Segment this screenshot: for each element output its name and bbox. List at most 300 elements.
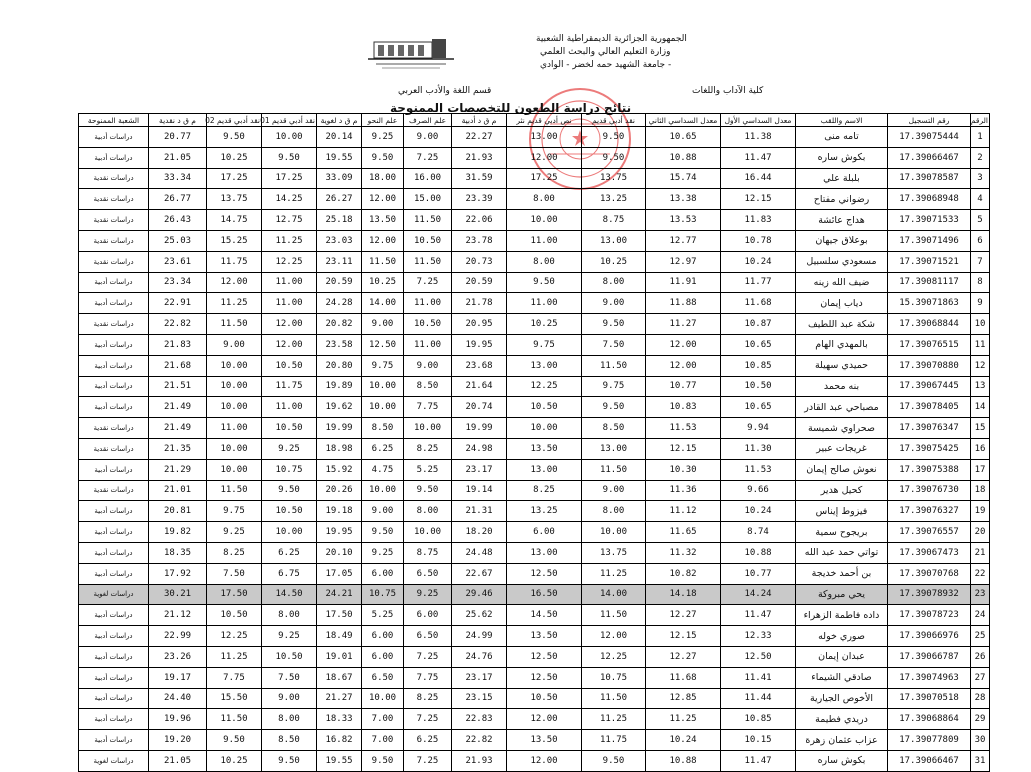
table-cell: 11.53 [646, 418, 721, 439]
table-cell: 22.91 [149, 293, 207, 314]
table-cell: 10.25 [207, 147, 262, 168]
table-cell: 9.50 [582, 127, 646, 148]
table-cell: 7.00 [362, 730, 404, 751]
table-cell: 21.01 [149, 480, 207, 501]
table-cell: 22.67 [452, 563, 507, 584]
table-cell: 6.00 [507, 522, 582, 543]
table-cell: 2 [971, 147, 990, 168]
table-cell: 13.25 [582, 189, 646, 210]
column-header: نص أدبي قديم نثر [507, 114, 582, 127]
table-cell: 11.44 [721, 688, 796, 709]
table-cell: 9.00 [404, 127, 452, 148]
table-cell: 13.25 [507, 501, 582, 522]
table-cell: 17.39078932 [888, 584, 971, 605]
table-cell: 24.28 [317, 293, 362, 314]
table-cell: 21.93 [452, 147, 507, 168]
table-cell: 17.39071533 [888, 210, 971, 231]
table-cell: 10.15 [721, 730, 796, 751]
table-cell: 10.00 [404, 522, 452, 543]
table-cell: 9.00 [262, 688, 317, 709]
table-cell: 11.50 [582, 605, 646, 626]
table-cell: 12.25 [262, 251, 317, 272]
table-cell: 11.83 [721, 210, 796, 231]
table-cell: 8.00 [262, 709, 317, 730]
table-cell: بن أحمد خديجة [796, 563, 888, 584]
table-cell: 11.36 [646, 480, 721, 501]
table-cell: 6.00 [362, 626, 404, 647]
table-cell: 12.00 [646, 334, 721, 355]
table-cell: 19.96 [149, 709, 207, 730]
table-cell: 21.29 [149, 459, 207, 480]
table-cell: 10.25 [582, 251, 646, 272]
table-cell: 17.39076557 [888, 522, 971, 543]
table-cell: 20.14 [317, 127, 362, 148]
table-cell: 6.25 [262, 542, 317, 563]
table-cell: 10.00 [404, 418, 452, 439]
table-cell: 13.50 [362, 210, 404, 231]
table-cell: 10 [971, 314, 990, 335]
table-cell: 17.39068844 [888, 314, 971, 335]
table-cell: 10.50 [262, 355, 317, 376]
table-cell: 5.25 [362, 605, 404, 626]
table-cell: 7.25 [404, 147, 452, 168]
table-cell: 10.65 [721, 334, 796, 355]
table-cell: 7.75 [404, 667, 452, 688]
table-cell: 7.75 [207, 667, 262, 688]
header-ministry: وزارة التعليم العالي والبحث العلمي [540, 47, 671, 57]
table-cell: 21.78 [452, 293, 507, 314]
table-cell: 19.14 [452, 480, 507, 501]
table-cell: 10.24 [721, 251, 796, 272]
table-cell: 13.00 [507, 542, 582, 563]
table-cell: 12.25 [507, 376, 582, 397]
table-cell: 11.25 [207, 293, 262, 314]
table-cell: 18.67 [317, 667, 362, 688]
table-cell: 21.35 [149, 438, 207, 459]
table-cell: 15 [971, 418, 990, 439]
table-cell: 9.50 [582, 314, 646, 335]
table-cell: 11.75 [207, 251, 262, 272]
table-cell: هداج عائشة [796, 210, 888, 231]
table-row [79, 230, 990, 251]
table-cell: صادقي الشيماء [796, 667, 888, 688]
table-cell: 6 [971, 230, 990, 251]
table-cell: 19.55 [317, 750, 362, 771]
table-cell: 10.88 [721, 542, 796, 563]
header-department: قسم اللغة والأدب العربي [398, 86, 492, 96]
table-cell: 12.27 [646, 646, 721, 667]
table-cell: دراسات أدبية [79, 272, 149, 293]
table-row [79, 667, 990, 688]
table-cell: 7.50 [582, 334, 646, 355]
table-cell: صوري خوله [796, 626, 888, 647]
table-cell: 9.66 [721, 480, 796, 501]
table-cell: 9.50 [404, 480, 452, 501]
table-cell: 11.50 [207, 709, 262, 730]
table-cell: 17.39078587 [888, 168, 971, 189]
table-cell: 16.50 [507, 584, 582, 605]
table-cell: 8.74 [721, 522, 796, 543]
table-cell: 10.00 [207, 376, 262, 397]
table-cell: 9.75 [362, 355, 404, 376]
table-cell: دراسات أدبية [79, 626, 149, 647]
table-cell: 8.75 [582, 210, 646, 231]
table-cell: 16.00 [404, 168, 452, 189]
table-cell: دراسات أدبية [79, 334, 149, 355]
table-cell: 15.92 [317, 459, 362, 480]
table-cell: 14.18 [646, 584, 721, 605]
table-cell: 10.50 [404, 230, 452, 251]
table-cell: 11.47 [721, 147, 796, 168]
table-cell: دراسات نقدية [79, 480, 149, 501]
table-cell: 25.18 [317, 210, 362, 231]
table-cell: 13.75 [582, 168, 646, 189]
table-cell: 9.25 [362, 127, 404, 148]
table-row [79, 584, 990, 605]
table-cell: 17.39066467 [888, 750, 971, 771]
table-cell: 21.64 [452, 376, 507, 397]
table-cell: 7.50 [262, 667, 317, 688]
table-cell: 10.78 [721, 230, 796, 251]
table-cell: 28 [971, 688, 990, 709]
table-cell: 17.39071496 [888, 230, 971, 251]
table-cell: 17.92 [149, 563, 207, 584]
table-row [79, 376, 990, 397]
table-cell: 22.82 [452, 730, 507, 751]
table-cell: 17.50 [317, 605, 362, 626]
table-cell: 10.30 [646, 459, 721, 480]
table-cell: دراسات نقدية [79, 438, 149, 459]
table-cell: 24.48 [452, 542, 507, 563]
table-cell: 13.00 [582, 230, 646, 251]
table-cell: 5.25 [404, 459, 452, 480]
table-row [79, 438, 990, 459]
table-cell: 11.00 [207, 418, 262, 439]
table-cell: 13.38 [646, 189, 721, 210]
column-header: الرقم [970, 115, 988, 125]
table-cell: 22.27 [452, 127, 507, 148]
table-cell: 17.25 [507, 168, 582, 189]
table-cell: 9.00 [582, 293, 646, 314]
table-cell: بالمهدي الهام [796, 334, 888, 355]
table-cell: 18 [971, 480, 990, 501]
table-cell: 7.25 [404, 750, 452, 771]
table-cell: 9.50 [362, 522, 404, 543]
table-cell: 5 [971, 210, 990, 231]
table-cell: 20.73 [452, 251, 507, 272]
table-row [79, 127, 990, 148]
table-cell: دريدي فطيمة [796, 709, 888, 730]
table-cell: 12.50 [362, 334, 404, 355]
table-cell: 20.80 [317, 355, 362, 376]
table-cell: 26 [971, 646, 990, 667]
table-cell: 13.75 [582, 542, 646, 563]
table-cell: 23.15 [452, 688, 507, 709]
table-cell: نعوش صالح إيمان [796, 459, 888, 480]
table-cell: 11.00 [262, 397, 317, 418]
table-cell: 10.00 [507, 418, 582, 439]
table-cell: 11.41 [721, 667, 796, 688]
table-row [79, 688, 990, 709]
table-cell: 9.75 [582, 376, 646, 397]
table-cell: دراسات أدبية [79, 459, 149, 480]
table-cell: 10.65 [721, 397, 796, 418]
table-cell: 14.24 [721, 584, 796, 605]
table-cell: 21.49 [149, 397, 207, 418]
table-cell: 11.00 [262, 293, 317, 314]
table-cell: 18.49 [317, 626, 362, 647]
column-header: م ق د نقدية [149, 114, 207, 127]
table-cell: 20.74 [452, 397, 507, 418]
table-cell: 4 [971, 189, 990, 210]
table-cell: 21.27 [317, 688, 362, 709]
table-cell: 23 [971, 584, 990, 605]
table-cell: 10.50 [262, 501, 317, 522]
column-header: معدل السداسي الثاني [646, 114, 721, 127]
table-cell: 8.75 [404, 542, 452, 563]
table-row [79, 251, 990, 272]
table-cell: 11.25 [582, 563, 646, 584]
table-cell: 11.50 [362, 251, 404, 272]
table-cell: 9.75 [207, 501, 262, 522]
table-cell: 33.09 [317, 168, 362, 189]
table-cell: 20.81 [149, 501, 207, 522]
table-cell: دراسات أدبية [79, 501, 149, 522]
table-cell: 8.00 [582, 501, 646, 522]
table-cell: 10.25 [207, 750, 262, 771]
header-university: جامعة الشهيد حمه لخضر - الوادي - [540, 60, 672, 70]
table-cell: مسعودي سلسبيل [796, 251, 888, 272]
table-cell: 24.98 [452, 438, 507, 459]
table-cell: دراسات نقدية [79, 168, 149, 189]
table-cell: دراسات أدبية [79, 563, 149, 584]
table-cell: ضيف الله زينه [796, 272, 888, 293]
table-cell: 9.50 [362, 750, 404, 771]
table-cell: 12 [971, 355, 990, 376]
table-cell: 8.00 [262, 605, 317, 626]
table-cell: بوعلاق جيهان [796, 230, 888, 251]
table-cell: 6.50 [362, 667, 404, 688]
table-cell: 27 [971, 667, 990, 688]
table-cell: 23.26 [149, 646, 207, 667]
table-cell: 23.39 [452, 189, 507, 210]
table-cell: 23.78 [452, 230, 507, 251]
table-cell: 9.50 [262, 147, 317, 168]
table-cell: 10.00 [362, 376, 404, 397]
table-cell: 11.00 [507, 230, 582, 251]
table-cell: 9.94 [721, 418, 796, 439]
table-cell: 17.39066787 [888, 646, 971, 667]
table-cell: 18.00 [362, 168, 404, 189]
university-logo [366, 38, 456, 72]
table-cell: 18.35 [149, 542, 207, 563]
table-cell: 17.05 [317, 563, 362, 584]
table-cell: 6.50 [404, 563, 452, 584]
table-cell: 17 [971, 459, 990, 480]
table-cell: 17.39066467 [888, 147, 971, 168]
table-row [79, 730, 990, 751]
table-cell: 26.27 [317, 189, 362, 210]
table-cell: 12.50 [721, 646, 796, 667]
table-cell: 14.25 [262, 189, 317, 210]
table-cell: 12.33 [721, 626, 796, 647]
table-cell: 14.75 [207, 210, 262, 231]
table-cell: 10.50 [507, 688, 582, 709]
table-cell: 11.00 [507, 293, 582, 314]
table-cell: 20.10 [317, 542, 362, 563]
column-header: الاسم واللقب [796, 114, 888, 127]
table-cell: 9.25 [207, 522, 262, 543]
column-header: رقم التسجيل [888, 114, 971, 127]
table-cell: 10.50 [404, 314, 452, 335]
table-cell: 11.12 [646, 501, 721, 522]
table-cell: 8.50 [582, 418, 646, 439]
table-cell: 12.85 [646, 688, 721, 709]
table-cell: 9.50 [262, 480, 317, 501]
table-cell: 9.50 [582, 397, 646, 418]
table-cell: تامه منى [796, 127, 888, 148]
table-cell: 18.33 [317, 709, 362, 730]
table-row [79, 522, 990, 543]
table-cell: 24.40 [149, 688, 207, 709]
table-cell: 20.59 [317, 272, 362, 293]
table-cell: 12.00 [582, 626, 646, 647]
table-cell: 12.77 [646, 230, 721, 251]
table-cell: 17.39075388 [888, 459, 971, 480]
table-cell: دراسات أدبية [79, 646, 149, 667]
table-cell: 6.25 [362, 438, 404, 459]
table-cell: 10.85 [721, 355, 796, 376]
table-cell: 8.00 [582, 272, 646, 293]
table-cell: 17.39067473 [888, 542, 971, 563]
table-cell: 15.25 [207, 230, 262, 251]
table-cell: 20 [971, 522, 990, 543]
table-cell: 26.43 [149, 210, 207, 231]
table-cell: 20.26 [317, 480, 362, 501]
table-cell: 8.25 [404, 688, 452, 709]
table-cell: 12.50 [507, 563, 582, 584]
table-cell: 11.88 [646, 293, 721, 314]
table-cell: 10.88 [646, 750, 721, 771]
table-row [79, 355, 990, 376]
table-row [79, 459, 990, 480]
table-cell: 15.74 [646, 168, 721, 189]
table-cell: 10.50 [262, 418, 317, 439]
table-cell: بلبلة علي [796, 168, 888, 189]
table-cell: 24.99 [452, 626, 507, 647]
table-cell: 14.50 [507, 605, 582, 626]
table-cell: 15.50 [207, 688, 262, 709]
table-cell: 19.95 [452, 334, 507, 355]
table-row [79, 563, 990, 584]
table-cell: بريجوح سمية [796, 522, 888, 543]
table-cell: 19.17 [149, 667, 207, 688]
table-cell: 12.50 [507, 667, 582, 688]
table-cell: 13.00 [507, 127, 582, 148]
table-cell: 16.82 [317, 730, 362, 751]
table-cell: 12.00 [362, 230, 404, 251]
table-cell: 8.00 [507, 189, 582, 210]
table-cell: 9.00 [404, 355, 452, 376]
table-cell: 23.17 [452, 459, 507, 480]
table-cell: 15.39071863 [888, 293, 971, 314]
table-cell: حميدي سهيلة [796, 355, 888, 376]
table-cell: 10.00 [362, 688, 404, 709]
table-cell: 11.25 [582, 709, 646, 730]
column-header: نقد أدبي قديم [582, 114, 646, 127]
table-cell: 7 [971, 251, 990, 272]
table-cell: 25.03 [149, 230, 207, 251]
table-cell: 9 [971, 293, 990, 314]
table-cell: دراسات أدبية [79, 730, 149, 751]
table-cell: 12.15 [721, 189, 796, 210]
table-cell: 11.30 [721, 438, 796, 459]
table-cell: دراسات أدبية [79, 355, 149, 376]
table-cell: 16 [971, 438, 990, 459]
column-header: نقد أدبي قديم 01 [260, 115, 315, 125]
table-cell: 17.39078405 [888, 397, 971, 418]
table-row [79, 397, 990, 418]
table-cell: 11.50 [582, 355, 646, 376]
table-cell: 12.75 [262, 210, 317, 231]
table-cell: دياب إيمان [796, 293, 888, 314]
table-cell: 7.75 [404, 397, 452, 418]
table-cell: 19.99 [317, 418, 362, 439]
table-cell: 10.82 [646, 563, 721, 584]
table-cell: 19.20 [149, 730, 207, 751]
table-cell: 13.00 [507, 459, 582, 480]
table-cell: 21.68 [149, 355, 207, 376]
table-cell: 24 [971, 605, 990, 626]
table-cell: 21.93 [452, 750, 507, 771]
table-cell: 8.00 [404, 501, 452, 522]
table-cell: 17.39071521 [888, 251, 971, 272]
table-cell: 10.50 [721, 376, 796, 397]
table-cell: 6.00 [404, 605, 452, 626]
table-cell: 30.21 [149, 584, 207, 605]
table-cell: 11.00 [404, 293, 452, 314]
table-cell: 17.39076730 [888, 480, 971, 501]
table-cell: 11.27 [646, 314, 721, 335]
table-cell: 10.83 [646, 397, 721, 418]
table-cell: 14.00 [362, 293, 404, 314]
table-cell: 13.53 [646, 210, 721, 231]
table-cell: 9.00 [207, 334, 262, 355]
table-cell: 23.61 [149, 251, 207, 272]
table-cell: 21.83 [149, 334, 207, 355]
table-cell: 10.00 [362, 397, 404, 418]
table-cell: 12.97 [646, 251, 721, 272]
table-row [79, 189, 990, 210]
table-cell: 10.00 [207, 355, 262, 376]
table-cell: 10.25 [507, 314, 582, 335]
table-cell: 17.50 [207, 584, 262, 605]
table-cell: 33.34 [149, 168, 207, 189]
table-cell: 10.00 [362, 480, 404, 501]
table-cell: دراسات لغوية [79, 750, 149, 771]
table-cell: 8.50 [262, 730, 317, 751]
table-row [79, 168, 990, 189]
table-cell: 21.51 [149, 376, 207, 397]
table-header-row [79, 114, 990, 127]
table-cell: تواتي حمد عبد الله [796, 542, 888, 563]
table-cell: 11.50 [582, 688, 646, 709]
table-cell: 10.87 [721, 314, 796, 335]
table-cell: 9.50 [207, 730, 262, 751]
table-cell: 21.12 [149, 605, 207, 626]
table-cell: بكوش ساره [796, 750, 888, 771]
table-cell: 11.75 [262, 376, 317, 397]
